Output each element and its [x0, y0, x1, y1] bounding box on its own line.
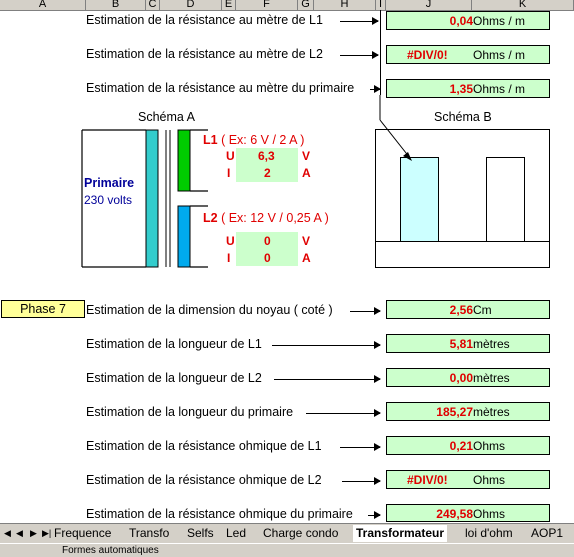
unit-text: Cm — [473, 303, 492, 317]
arrow-icon — [342, 481, 380, 482]
l1-i-label: I — [227, 166, 231, 180]
value-text: #DIV/0! — [407, 473, 448, 487]
value-text: 0,21 — [449, 439, 473, 453]
l1-u-unit: V — [302, 149, 311, 163]
col-h[interactable]: H — [314, 0, 376, 10]
value-cell-noyau[interactable] — [386, 300, 550, 319]
arrow-icon — [368, 515, 380, 516]
col-d[interactable]: D — [160, 0, 222, 10]
l2-example: ( Ex: 12 V / 0,25 A ) — [217, 211, 329, 225]
l2-u-label: U — [226, 234, 235, 248]
row-label-ohm-primaire: Estimation de la résistance ohmique du primaire — [86, 507, 353, 521]
value-text: 2,56 — [449, 303, 473, 317]
unit-text: Ohms — [473, 439, 506, 453]
l1-u-input[interactable]: 6,3 — [258, 149, 275, 163]
col-k[interactable]: K — [472, 0, 574, 10]
tab-aop1[interactable]: AOP1 — [531, 526, 564, 540]
schema-a-title: Schéma A — [138, 110, 195, 124]
value-text: 0,00 — [449, 371, 473, 385]
unit-text: mètres — [473, 337, 510, 351]
l1-example: ( Ex: 6 V / 2 A ) — [217, 133, 305, 147]
l2-i-unit: A — [302, 251, 311, 265]
arrow-icon — [306, 413, 380, 414]
col-c[interactable]: C — [146, 0, 160, 10]
value-text: 185,27 — [436, 405, 473, 419]
phase-cell[interactable]: Phase 7 — [1, 300, 85, 318]
l1-i-input[interactable]: 2 — [264, 166, 271, 180]
l2-i-input[interactable]: 0 — [264, 251, 271, 265]
l2-i-label: I — [227, 251, 231, 265]
row-label-long-l1: Estimation de la longueur de L1 — [86, 337, 262, 351]
value-cell-ohm-l1[interactable] — [386, 436, 550, 455]
arrow-icon — [340, 21, 378, 22]
col-f[interactable]: F — [236, 0, 298, 10]
value-text: 5,81 — [449, 337, 473, 351]
value-text: #DIV/0! — [407, 48, 448, 62]
row-label-res-l2: Estimation de la résistance au mètre de L2 — [86, 47, 323, 61]
row-label-ohm-l1: Estimation de la résistance ohmique de L1 — [86, 439, 322, 453]
tab-loi-d-ohm[interactable]: loi d'ohm — [465, 526, 513, 540]
tab-transfo[interactable]: Transfo — [129, 526, 170, 540]
primaire-volts: 230 volts — [84, 193, 133, 207]
unit-text: Ohms / m — [473, 48, 526, 62]
primaire-title: Primaire — [84, 176, 135, 190]
tab-frequence[interactable]: Frequence — [54, 526, 112, 540]
unit-text: mètres — [473, 371, 510, 385]
arrow-icon — [350, 311, 380, 312]
l2-header — [203, 211, 329, 225]
col-a[interactable]: A — [0, 0, 86, 10]
l2-name: L2 — [203, 211, 218, 225]
l2-u-unit: V — [302, 234, 311, 248]
tab-selfs[interactable]: Selfs — [187, 526, 214, 540]
row-label-ohm-l2: Estimation de la résistance ohmique de L2 — [86, 473, 322, 487]
l1-header — [203, 133, 304, 147]
connector-line — [380, 10, 381, 95]
value-cell-ohm-primaire[interactable] — [386, 504, 550, 522]
l1-u-label: U — [226, 149, 235, 163]
prev-sheet-icon[interactable]: ◀ — [16, 528, 23, 538]
row-label-res-l1: Estimation de la résistance au mètre de L1 — [86, 13, 323, 27]
col-b[interactable]: B — [86, 0, 146, 10]
col-e[interactable]: E — [222, 0, 236, 10]
row-label-long-primaire: Estimation de la longueur du primaire — [86, 405, 294, 419]
value-cell-res-l2[interactable] — [386, 45, 550, 64]
value-text: 249,58 — [436, 507, 473, 521]
drawing-toolbar — [0, 543, 574, 557]
unit-text: Ohms — [473, 473, 506, 487]
row-label-res-primaire: Estimation de la résistance au mètre du primaire — [86, 81, 355, 95]
schema-b-title: Schéma B — [434, 110, 492, 124]
tab-charge-condo[interactable]: Charge condo — [263, 526, 339, 540]
value-cell-long-l2[interactable] — [386, 368, 550, 387]
unit-text: Ohms — [473, 507, 506, 521]
first-sheet-icon[interactable]: ◀ — [4, 528, 11, 538]
arrow-icon — [274, 379, 380, 380]
value-cell-long-l1[interactable] — [386, 334, 550, 353]
row-label-noyau: Estimation de la dimension du noyau ( coté ) — [86, 303, 333, 317]
col-j[interactable]: J — [386, 0, 472, 10]
arrow-icon — [340, 447, 380, 448]
value-text: 1,35 — [449, 82, 473, 96]
last-sheet-icon[interactable]: ▶| — [42, 528, 52, 538]
unit-text: Ohms / m — [473, 14, 526, 28]
row-label-long-l2: Estimation de la longueur de L2 — [86, 371, 262, 385]
schema-b-drawing — [370, 90, 554, 272]
value-cell-long-primaire[interactable] — [386, 402, 550, 421]
arrow-icon — [272, 345, 380, 346]
next-sheet-icon[interactable]: ▶ — [30, 528, 37, 538]
value-cell-res-l1[interactable] — [386, 11, 550, 30]
unit-text: Ohms / m — [473, 82, 526, 96]
value-text: 0,04 — [449, 14, 473, 28]
sheet-tab-bar — [0, 523, 574, 544]
shapes-menu[interactable]: Formes automatiques — [62, 545, 159, 556]
l2-u-input[interactable]: 0 — [264, 234, 271, 248]
arrow-icon — [340, 55, 378, 56]
col-g[interactable]: G — [298, 0, 314, 10]
l1-i-unit: A — [302, 166, 311, 180]
value-cell-ohm-l2[interactable] — [386, 470, 550, 489]
l1-name: L1 — [203, 133, 218, 147]
tab-transformateur[interactable]: Transformateur — [353, 525, 447, 542]
column-header — [0, 0, 574, 11]
tab-led[interactable]: Led — [226, 526, 247, 540]
col-i[interactable]: I — [376, 0, 386, 10]
unit-text: mètres — [473, 405, 510, 419]
